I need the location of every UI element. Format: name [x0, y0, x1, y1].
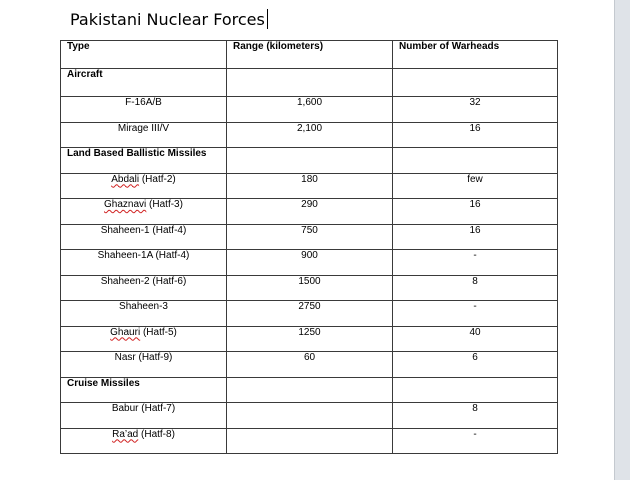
- table-row: [61, 352, 558, 378]
- table-row: [61, 326, 558, 352]
- weapon-range[interactable]: 2750: [227, 301, 393, 327]
- weapon-range[interactable]: [227, 403, 393, 429]
- table-cell[interactable]: [227, 377, 393, 403]
- table-row: [61, 97, 558, 123]
- weapon-name[interactable]: [61, 326, 227, 352]
- table-cell[interactable]: [393, 148, 558, 174]
- category-row-aircraft: [61, 69, 558, 97]
- weapon-warheads[interactable]: 16: [393, 122, 558, 148]
- weapon-name[interactable]: Shaheen-1A (Hatf-4): [61, 250, 227, 276]
- weapon-name[interactable]: [61, 199, 227, 225]
- weapon-name[interactable]: [61, 173, 227, 199]
- weapon-warheads[interactable]: -: [393, 301, 558, 327]
- weapon-name[interactable]: Babur (Hatf-7): [61, 403, 227, 429]
- table-row: [61, 122, 558, 148]
- table-row: [61, 199, 558, 225]
- spelling-flagged-word: Ra’ad: [112, 428, 139, 440]
- weapon-name[interactable]: [61, 428, 227, 454]
- weapon-name[interactable]: Mirage III/V: [61, 122, 227, 148]
- weapon-name[interactable]: Shaheen-1 (Hatf-4): [61, 224, 227, 250]
- weapon-name[interactable]: Shaheen-3: [61, 301, 227, 327]
- document-title[interactable]: [70, 9, 268, 29]
- category-row-land: [61, 148, 558, 174]
- header-warheads[interactable]: Number of Warheads: [393, 41, 558, 69]
- weapon-range[interactable]: 60: [227, 352, 393, 378]
- spelling-flagged-word: Ghauri: [110, 326, 141, 338]
- weapon-name-suffix: (Hatf-8): [138, 428, 175, 440]
- weapon-warheads[interactable]: 8: [393, 403, 558, 429]
- table-row: [61, 301, 558, 327]
- header-type[interactable]: Type: [61, 41, 227, 69]
- weapon-name[interactable]: Nasr (Hatf-9): [61, 352, 227, 378]
- table-row: [61, 224, 558, 250]
- table-cell[interactable]: [393, 377, 558, 403]
- text-cursor: [267, 9, 268, 29]
- document-title-text: Pakistani Nuclear Forces: [70, 10, 265, 29]
- weapon-warheads[interactable]: 32: [393, 97, 558, 123]
- table-row: [61, 428, 558, 454]
- weapon-warheads[interactable]: -: [393, 428, 558, 454]
- weapon-name[interactable]: Shaheen-2 (Hatf-6): [61, 275, 227, 301]
- weapon-warheads[interactable]: 16: [393, 224, 558, 250]
- table-row: [61, 403, 558, 429]
- category-land-based[interactable]: Land Based Ballistic Missiles: [61, 148, 227, 174]
- table-cell[interactable]: [393, 69, 558, 97]
- weapon-range[interactable]: 900: [227, 250, 393, 276]
- weapon-range[interactable]: 290: [227, 199, 393, 225]
- weapon-range[interactable]: 180: [227, 173, 393, 199]
- table-cell[interactable]: [227, 69, 393, 97]
- weapon-warheads[interactable]: 40: [393, 326, 558, 352]
- weapon-warheads[interactable]: 6: [393, 352, 558, 378]
- weapon-name-suffix: (Hatf-3): [146, 199, 183, 210]
- weapon-warheads[interactable]: 16: [393, 199, 558, 225]
- table-header-row: [61, 41, 558, 69]
- table-row: [61, 275, 558, 301]
- category-row-cruise: [61, 377, 558, 403]
- weapon-warheads[interactable]: 8: [393, 275, 558, 301]
- weapon-range[interactable]: 1500: [227, 275, 393, 301]
- weapon-name-suffix: (Hatf-5): [140, 326, 177, 338]
- weapon-range[interactable]: 1250: [227, 326, 393, 352]
- spelling-flagged-word: Abdali: [111, 173, 140, 185]
- nuclear-forces-table: [60, 40, 558, 454]
- table-row: [61, 250, 558, 276]
- category-cruise[interactable]: Cruise Missiles: [61, 377, 227, 403]
- table-cell[interactable]: [227, 148, 393, 174]
- weapon-range[interactable]: [227, 428, 393, 454]
- header-range[interactable]: Range (kilometers): [227, 41, 393, 69]
- spelling-flagged-word: Ghaznavi: [104, 199, 147, 210]
- category-aircraft[interactable]: Aircraft: [61, 69, 227, 97]
- weapon-range[interactable]: 1,600: [227, 97, 393, 123]
- table-row: [61, 173, 558, 199]
- weapon-name-suffix: (Hatf-2): [139, 173, 176, 185]
- page-edge: [614, 0, 630, 480]
- weapon-range[interactable]: 2,100: [227, 122, 393, 148]
- weapon-warheads[interactable]: -: [393, 250, 558, 276]
- weapon-name[interactable]: F-16A/B: [61, 97, 227, 123]
- weapon-range[interactable]: 750: [227, 224, 393, 250]
- weapon-warheads[interactable]: few: [393, 173, 558, 199]
